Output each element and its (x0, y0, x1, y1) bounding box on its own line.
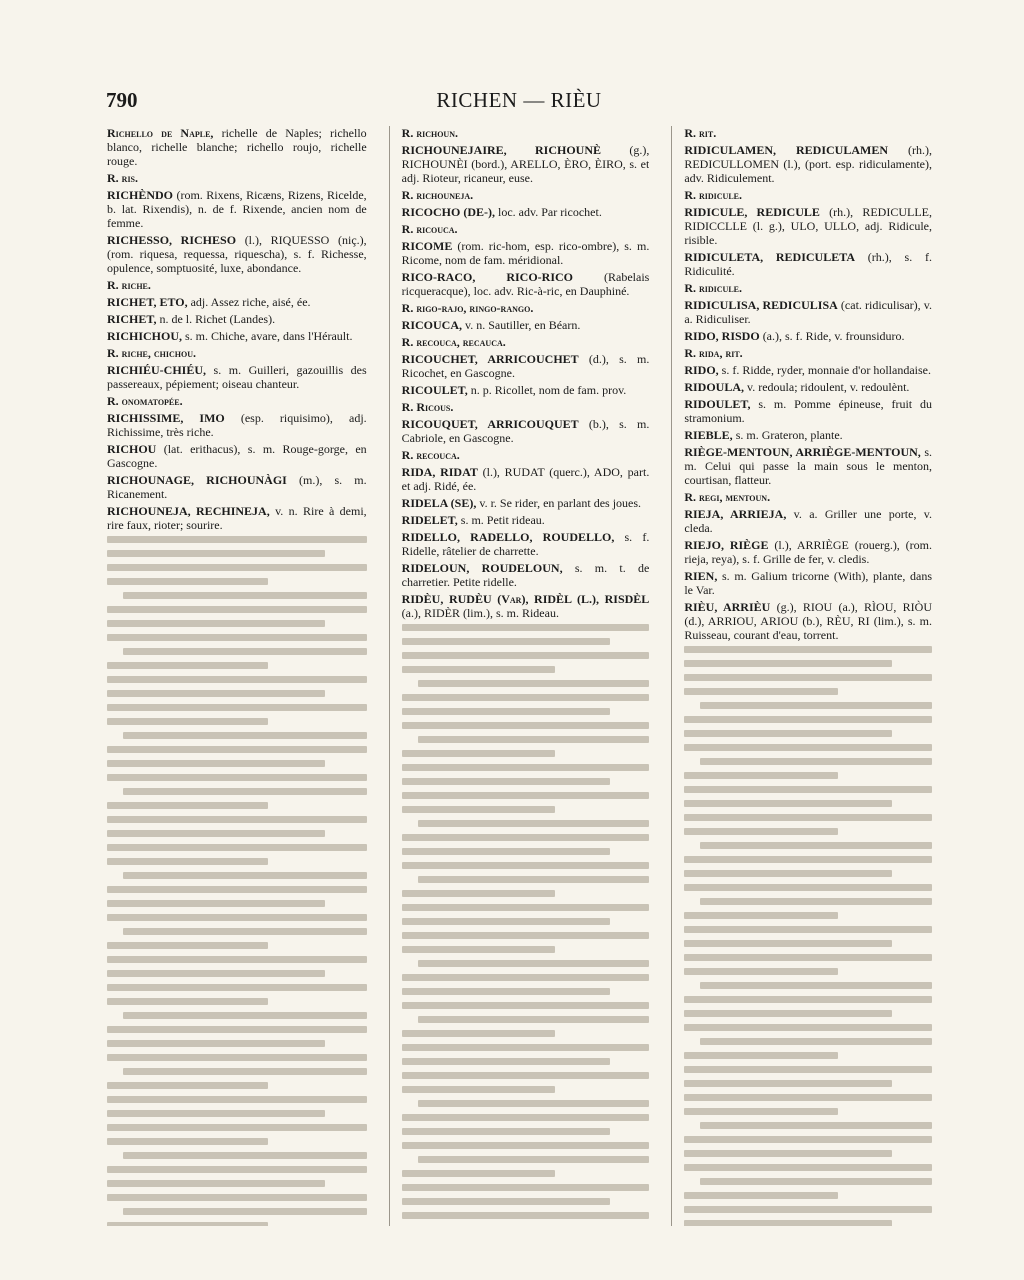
placeholder-line (700, 702, 932, 709)
dictionary-entry (107, 295, 367, 309)
entry-headword: RICOUCHET, ARRICOUCHET (401, 352, 579, 366)
placeholder-line (684, 884, 932, 891)
entry-definition: (lat. erithacus), s. m. Rouge-gorge, en Gascogne. (107, 442, 367, 470)
entry-headword: R. ricouca. (401, 222, 458, 236)
entry-headword: RIDICULAMEN, REDICULAMEN (684, 143, 888, 157)
placeholder-line (123, 1068, 367, 1075)
placeholder-line (684, 786, 932, 793)
entry-headword: R. regi, mentoun. (684, 490, 771, 504)
entry-headword: RIDOULA, (684, 380, 744, 394)
placeholder-line (402, 1058, 610, 1065)
dictionary-entry (107, 329, 367, 343)
entry-headword: RIDO, RISDO (684, 329, 760, 343)
entry-definition: (m.), s. m. Ricanement. (107, 473, 367, 501)
dictionary-entry (684, 538, 932, 566)
dictionary-entry (107, 442, 367, 470)
entry-headword: RIEBLE, (684, 428, 733, 442)
entry-definition: v. a. Griller une porte, v. cleda. (684, 507, 932, 535)
dictionary-entry (402, 352, 650, 380)
placeholder-line (107, 900, 325, 907)
placeholder-line (418, 1100, 650, 1107)
placeholder-line (107, 956, 367, 963)
entry-headword: RIDA, RIDAT (401, 465, 478, 479)
entry-headword: R. richouneja. (401, 188, 474, 202)
placeholder-line (418, 960, 650, 967)
placeholder-line (107, 564, 367, 571)
placeholder-line (684, 996, 932, 1003)
placeholder-line (107, 1026, 367, 1033)
entry-headword: RIEN, (684, 569, 718, 583)
entry-definition: (l.), ARRIÈGE (rouerg.), (rom. rieja, reya), s. f. Grille de fer, v. cledis. (684, 538, 932, 566)
placeholder-line (107, 816, 367, 823)
placeholder-line (684, 1010, 892, 1017)
entry-headword: R. riche. (107, 278, 151, 292)
dictionary-entry (402, 239, 650, 267)
dictionary-entry (402, 592, 650, 620)
placeholder-line (684, 716, 932, 723)
dictionary-entry (684, 363, 932, 377)
placeholder-line (123, 928, 367, 935)
unreadable-text-block (402, 624, 650, 1226)
entry-headword: RICHET, (107, 312, 157, 326)
placeholder-line (684, 940, 892, 947)
entry-headword: RICOUQUET, ARRICOUQUET (401, 417, 579, 431)
dictionary-entry (107, 278, 367, 292)
entry-headword: RIÈU, ARRIÈU (684, 600, 771, 614)
dictionary-entry (684, 298, 932, 326)
placeholder-line (123, 1152, 367, 1159)
entry-headword: RICHOU (107, 442, 157, 456)
placeholder-line (684, 800, 892, 807)
placeholder-line (402, 1184, 650, 1191)
placeholder-line (418, 680, 650, 687)
entry-definition: (d.), s. m. Ricochet, en Gascogne. (401, 352, 650, 380)
placeholder-line (684, 926, 932, 933)
entry-headword: R. richoun. (401, 126, 458, 140)
entry-headword: R. recouca, recauca. (401, 335, 506, 349)
placeholder-line (700, 898, 932, 905)
placeholder-line (402, 834, 650, 841)
entry-definition: v. n. Sautiller, en Béarn. (465, 318, 581, 332)
dictionary-entry (684, 346, 932, 360)
placeholder-line (684, 1024, 932, 1031)
dictionary-entry (684, 188, 932, 202)
placeholder-line (700, 1122, 932, 1129)
entry-definition: (a.), s. f. Ride, v. frounsiduro. (762, 329, 905, 343)
entry-headword: RICOUCA, (401, 318, 462, 332)
placeholder-line (402, 750, 556, 757)
placeholder-line (684, 856, 932, 863)
dictionary-entry (402, 561, 650, 589)
entry-headword: RICHOUNAGE, RICHOUNÀGI (107, 473, 287, 487)
placeholder-line (402, 946, 556, 953)
placeholder-line (107, 914, 367, 921)
entry-definition: s. m. Pomme épineuse, fruit du stramonium. (684, 397, 932, 425)
entry-definition: (rom. ric-hom, esp. rico-ombre), s. m. Ricome, nom de fam. méridional. (401, 239, 650, 267)
entry-definition: (b.), s. m. Cabriole, en Gascogne. (401, 417, 650, 445)
entry-headword: RICOCHO (DE-), (401, 205, 495, 219)
placeholder-line (107, 1040, 325, 1047)
placeholder-line (107, 1124, 367, 1131)
placeholder-line (684, 772, 838, 779)
dictionary-entry (684, 428, 932, 442)
placeholder-line (684, 730, 892, 737)
dictionary-entry (402, 335, 650, 349)
dictionary-entry (402, 530, 650, 558)
entry-headword: RIDÈU, RUDÈU (Var), RIDÈL (L.), RISDÈL (401, 592, 650, 606)
placeholder-line (107, 550, 325, 557)
dictionary-entry (684, 205, 932, 247)
dictionary-entry (402, 301, 650, 315)
entry-definition: s. f. Ridelle, râtelier de charrette. (401, 530, 650, 558)
entry-definition: loc. adv. Par ricochet. (497, 205, 602, 219)
placeholder-line (402, 778, 610, 785)
placeholder-line (402, 806, 556, 813)
placeholder-line (107, 1082, 268, 1089)
dictionary-entry (107, 126, 367, 168)
entry-headword: RICHISSIME, IMO (107, 411, 225, 425)
placeholder-line (402, 1212, 650, 1219)
dictionary-entry (402, 126, 650, 140)
page-header (106, 88, 932, 126)
dictionary-entry (402, 188, 650, 202)
entry-definition: s. m. Galium tricorne (With), plante, dans le Var. (684, 569, 932, 597)
dictionary-entry (107, 504, 367, 532)
entry-headword: RIDICULISA, REDICULISA (684, 298, 838, 312)
placeholder-line (107, 998, 268, 1005)
placeholder-line (123, 1208, 367, 1215)
entry-definition: (Rabelais ricqueracque), loc. adv. Ric-à-ric, en Dauphiné. (401, 270, 650, 298)
entry-definition: v. r. Se rider, en parlant des joues. (479, 496, 642, 510)
entry-definition: (rh.), s. f. Ridiculité. (684, 250, 932, 278)
placeholder-line (684, 1164, 932, 1171)
entry-headword: RICHOUNEJA, RECHINEJA, (107, 504, 270, 518)
placeholder-line (107, 858, 268, 865)
entry-headword: RICOULET, (401, 383, 468, 397)
placeholder-line (684, 954, 932, 961)
entry-headword: RIEJA, ARRIEJA, (684, 507, 787, 521)
unreadable-text-block (684, 646, 932, 1226)
dictionary-entry (402, 383, 650, 397)
running-head: RICHEN — RIÈU (436, 88, 602, 112)
dictionary-entry (684, 397, 932, 425)
dictionary-entry (107, 188, 367, 230)
entry-headword: RIDELA (SE), (401, 496, 477, 510)
entry-definition: adj. Assez riche, aisé, ée. (190, 295, 311, 309)
entry-definition: (g.), RIOU (a.), RÌOU, RIÒU (d.), ARRIOU, ARIOU (b.), RÈU, RI (lim.), s. m. Ruisseau, courant d'eau, torrent. (684, 600, 932, 642)
placeholder-line (107, 662, 268, 669)
placeholder-line (107, 1194, 367, 1201)
unreadable-text-block (107, 536, 367, 1226)
placeholder-line (402, 1142, 650, 1149)
entry-definition: s. m. Guilleri, gazouillis des passereaux, pépiement; oiseau chanteur. (107, 363, 367, 391)
dictionary-entry (684, 569, 932, 597)
entry-headword: R. recouca. (401, 448, 460, 462)
placeholder-line (107, 1222, 268, 1226)
entry-headword: RICHIÉU-CHIÉU, (107, 363, 207, 377)
placeholder-line (107, 1166, 367, 1173)
placeholder-line (402, 694, 650, 701)
entry-headword: RIEJO, RIÈGE (684, 538, 769, 552)
entry-headword: RIDELOUN, ROUDELOUN, (401, 561, 563, 575)
placeholder-line (418, 876, 650, 883)
dictionary-entry (107, 171, 367, 185)
placeholder-line (402, 1128, 610, 1135)
dictionary-entry (684, 143, 932, 185)
entry-definition: s. m. Petit rideau. (460, 513, 545, 527)
dictionary-entry (684, 380, 932, 394)
placeholder-line (107, 886, 367, 893)
entry-definition: s. m. t. de charretier. Petite ridelle. (401, 561, 650, 589)
entry-headword: RICOME (401, 239, 453, 253)
placeholder-line (402, 1030, 556, 1037)
entry-definition: v. redoula; ridoulent, v. redoulènt. (747, 380, 910, 394)
placeholder-line (107, 606, 367, 613)
dictionary-entry (684, 490, 932, 504)
entry-headword: R. ridicule. (684, 188, 743, 202)
placeholder-line (684, 674, 932, 681)
placeholder-line (402, 862, 650, 869)
placeholder-line (402, 1086, 556, 1093)
placeholder-line (700, 1178, 932, 1185)
placeholder-line (402, 1002, 650, 1009)
placeholder-line (107, 1180, 325, 1187)
placeholder-line (418, 736, 650, 743)
placeholder-line (418, 820, 650, 827)
entry-headword: RICHICHOU, (107, 329, 183, 343)
entry-headword: RICHÈNDO (107, 188, 174, 202)
dictionary-entry (684, 250, 932, 278)
placeholder-line (107, 704, 367, 711)
entry-headword: R. ris. (107, 171, 139, 185)
placeholder-line (684, 870, 892, 877)
placeholder-line (684, 646, 932, 653)
placeholder-line (107, 1138, 268, 1145)
placeholder-line (123, 872, 367, 879)
entry-headword: RIDELLO, RADELLO, ROUDELLO, (401, 530, 615, 544)
placeholder-line (123, 732, 367, 739)
placeholder-line (700, 1038, 932, 1045)
placeholder-line (123, 592, 367, 599)
entry-definition: s. m. Grateron, plante. (735, 428, 843, 442)
placeholder-line (107, 802, 268, 809)
placeholder-line (402, 652, 650, 659)
entry-headword: RICO-RACO, RICO-RICO (401, 270, 573, 284)
dictionary-entry (107, 233, 367, 275)
dictionary-entry (402, 143, 650, 185)
entry-definition: (esp. riquisimo), adj. Richissime, très riche. (107, 411, 367, 439)
dictionary-entry (684, 507, 932, 535)
placeholder-line (123, 648, 367, 655)
placeholder-line (107, 1096, 367, 1103)
placeholder-line (107, 578, 268, 585)
placeholder-line (402, 638, 610, 645)
placeholder-line (107, 970, 325, 977)
dictionary-entry (684, 281, 932, 295)
entry-headword: R. rida, rit. (684, 346, 743, 360)
dictionary-entry (402, 400, 650, 414)
placeholder-line (123, 1012, 367, 1019)
placeholder-line (402, 848, 610, 855)
placeholder-line (402, 974, 650, 981)
entry-definition: n. de l. Richet (Landes). (159, 312, 276, 326)
placeholder-line (107, 746, 367, 753)
placeholder-line (684, 1052, 838, 1059)
entry-definition: s. f. Ridde, ryder, monnaie d'or hollandaise. (721, 363, 931, 377)
dictionary-entry (107, 363, 367, 391)
text-columns (106, 126, 932, 1226)
entry-definition: s. m. Celui qui passe la main sous le menton, courtisan, flatteur. (684, 445, 932, 487)
placeholder-line (402, 1044, 650, 1051)
placeholder-line (402, 624, 650, 631)
column-left (106, 126, 367, 1226)
placeholder-line (684, 1066, 932, 1073)
placeholder-line (107, 774, 367, 781)
placeholder-line (107, 718, 268, 725)
entry-headword: RIDELET, (401, 513, 458, 527)
placeholder-line (684, 1150, 892, 1157)
placeholder-line (402, 988, 610, 995)
placeholder-line (684, 660, 892, 667)
dictionary-entry (402, 496, 650, 510)
placeholder-line (684, 1080, 892, 1087)
placeholder-line (418, 1016, 650, 1023)
entry-headword: RIÈGE-MENTOUN, ARRIÈGE-MENTOUN, (684, 445, 921, 459)
dictionary-entry (402, 270, 650, 298)
entry-headword: RIDICULETA, REDICULETA (684, 250, 856, 264)
dictionary-entry (684, 445, 932, 487)
entry-definition: n. p. Ricollet, nom de fam. prov. (470, 383, 627, 397)
placeholder-line (107, 536, 367, 543)
placeholder-line (700, 982, 932, 989)
dictionary-entry (402, 448, 650, 462)
entry-headword: RIDO, (684, 363, 719, 377)
dictionary-entry (402, 465, 650, 493)
entry-headword: Richello de Naple, (107, 126, 214, 140)
placeholder-line (402, 918, 610, 925)
placeholder-line (107, 690, 325, 697)
dictionary-entry (402, 222, 650, 236)
entry-headword: RICHOUNEJAIRE, RICHOUNÈ (401, 143, 601, 157)
entry-definition: (g.), RICHOUNÈI (bord.), ARELLO, ÈRO, ÈIRO, s. et adj. Rioteur, ricaneur, euse. (401, 143, 650, 185)
entry-definition: richelle de Naples; richello blanco, richelle blanche; richello roujo, richelle rouge. (107, 126, 367, 168)
dictionary-entry (107, 473, 367, 501)
entry-headword: R. riche, chichou. (107, 346, 197, 360)
dictionary-entry (402, 417, 650, 445)
placeholder-line (402, 666, 556, 673)
entry-definition: (a.), RIDÈR (lim.), s. m. Rideau. (401, 606, 559, 620)
placeholder-line (107, 844, 367, 851)
placeholder-line (684, 912, 838, 919)
entry-headword: RIDICULE, REDICULE (684, 205, 820, 219)
entry-definition: (l.), RUDAT (querc.), ADO, part. et adj. Ridé, ée. (401, 465, 650, 493)
entry-headword: R. ridicule. (684, 281, 743, 295)
placeholder-line (402, 722, 650, 729)
entry-definition: s. m. Chiche, avare, dans l'Hérault. (185, 329, 353, 343)
entry-definition: (cat. ridiculisar), v. a. Ridiculiser. (684, 298, 932, 326)
entry-headword: R. rigo-rajo, ringo-rango. (401, 301, 534, 315)
column-middle (389, 126, 650, 1226)
placeholder-line (107, 760, 325, 767)
placeholder-line (107, 676, 367, 683)
placeholder-line (107, 620, 325, 627)
placeholder-line (107, 634, 367, 641)
dictionary-entry (402, 205, 650, 219)
entry-headword: R. onomatopée. (107, 394, 183, 408)
dictionary-entry (107, 312, 367, 326)
placeholder-line (402, 1198, 610, 1205)
placeholder-line (107, 830, 325, 837)
placeholder-line (684, 968, 838, 975)
placeholder-line (402, 1114, 650, 1121)
placeholder-line (418, 1156, 650, 1163)
dictionary-entry (402, 318, 650, 332)
entry-definition: (rom. Rixens, Ricæns, Rizens, Ricelde, b. lat. Rixendis), n. de f. Rixende, ancien nom de femme. (107, 188, 367, 230)
placeholder-line (684, 1136, 932, 1143)
page-number: 790 (106, 88, 138, 112)
placeholder-line (684, 744, 932, 751)
entry-headword: RICHET, ETO, (107, 295, 188, 309)
placeholder-line (700, 758, 932, 765)
entry-headword: R. rit. (684, 126, 717, 140)
placeholder-line (402, 1170, 556, 1177)
placeholder-line (402, 890, 556, 897)
dictionary-entry (402, 513, 650, 527)
placeholder-line (123, 788, 367, 795)
entry-headword: RIDOULET, (684, 397, 751, 411)
placeholder-line (402, 708, 610, 715)
dictionary-entry (107, 346, 367, 360)
entry-definition: (l.), RIQUESSO (niç.), (rom. riquesa, requessa, riquescha), s. f. Richesse, opulence, somptuosité, luxe, abondance. (107, 233, 367, 275)
column-right (671, 126, 932, 1226)
dictionary-entry (107, 411, 367, 439)
entry-headword: RICHESSO, RICHESO (107, 233, 237, 247)
placeholder-line (684, 1192, 838, 1199)
placeholder-line (684, 828, 838, 835)
entry-definition: v. n. Rire à demi, rire faux, rioter; sourire. (107, 504, 367, 532)
placeholder-line (402, 764, 650, 771)
placeholder-line (107, 984, 367, 991)
placeholder-line (684, 1206, 932, 1213)
entry-headword: R. Ricous. (401, 400, 454, 414)
dictionary-entry (107, 394, 367, 408)
entry-definition: (rh.), REDICULLE, RIDICCLLE (l. g.), ULO, ULLO, adj. Ridicule, risible. (684, 205, 932, 247)
placeholder-line (107, 942, 268, 949)
placeholder-line (684, 1094, 932, 1101)
dictionary-entry (684, 126, 932, 140)
placeholder-line (402, 1072, 650, 1079)
entry-definition: (rh.), REDICULLOMEN (l.), (port. esp. ridiculamente), adv. Ridiculement. (684, 143, 932, 185)
dictionary-entry (684, 600, 932, 642)
placeholder-line (107, 1054, 367, 1061)
placeholder-line (402, 792, 650, 799)
placeholder-line (684, 1220, 892, 1226)
placeholder-line (684, 1108, 838, 1115)
placeholder-line (700, 842, 932, 849)
placeholder-line (684, 814, 932, 821)
dictionary-entry (684, 329, 932, 343)
placeholder-line (107, 1110, 325, 1117)
placeholder-line (402, 904, 650, 911)
placeholder-line (684, 688, 838, 695)
placeholder-line (402, 932, 650, 939)
